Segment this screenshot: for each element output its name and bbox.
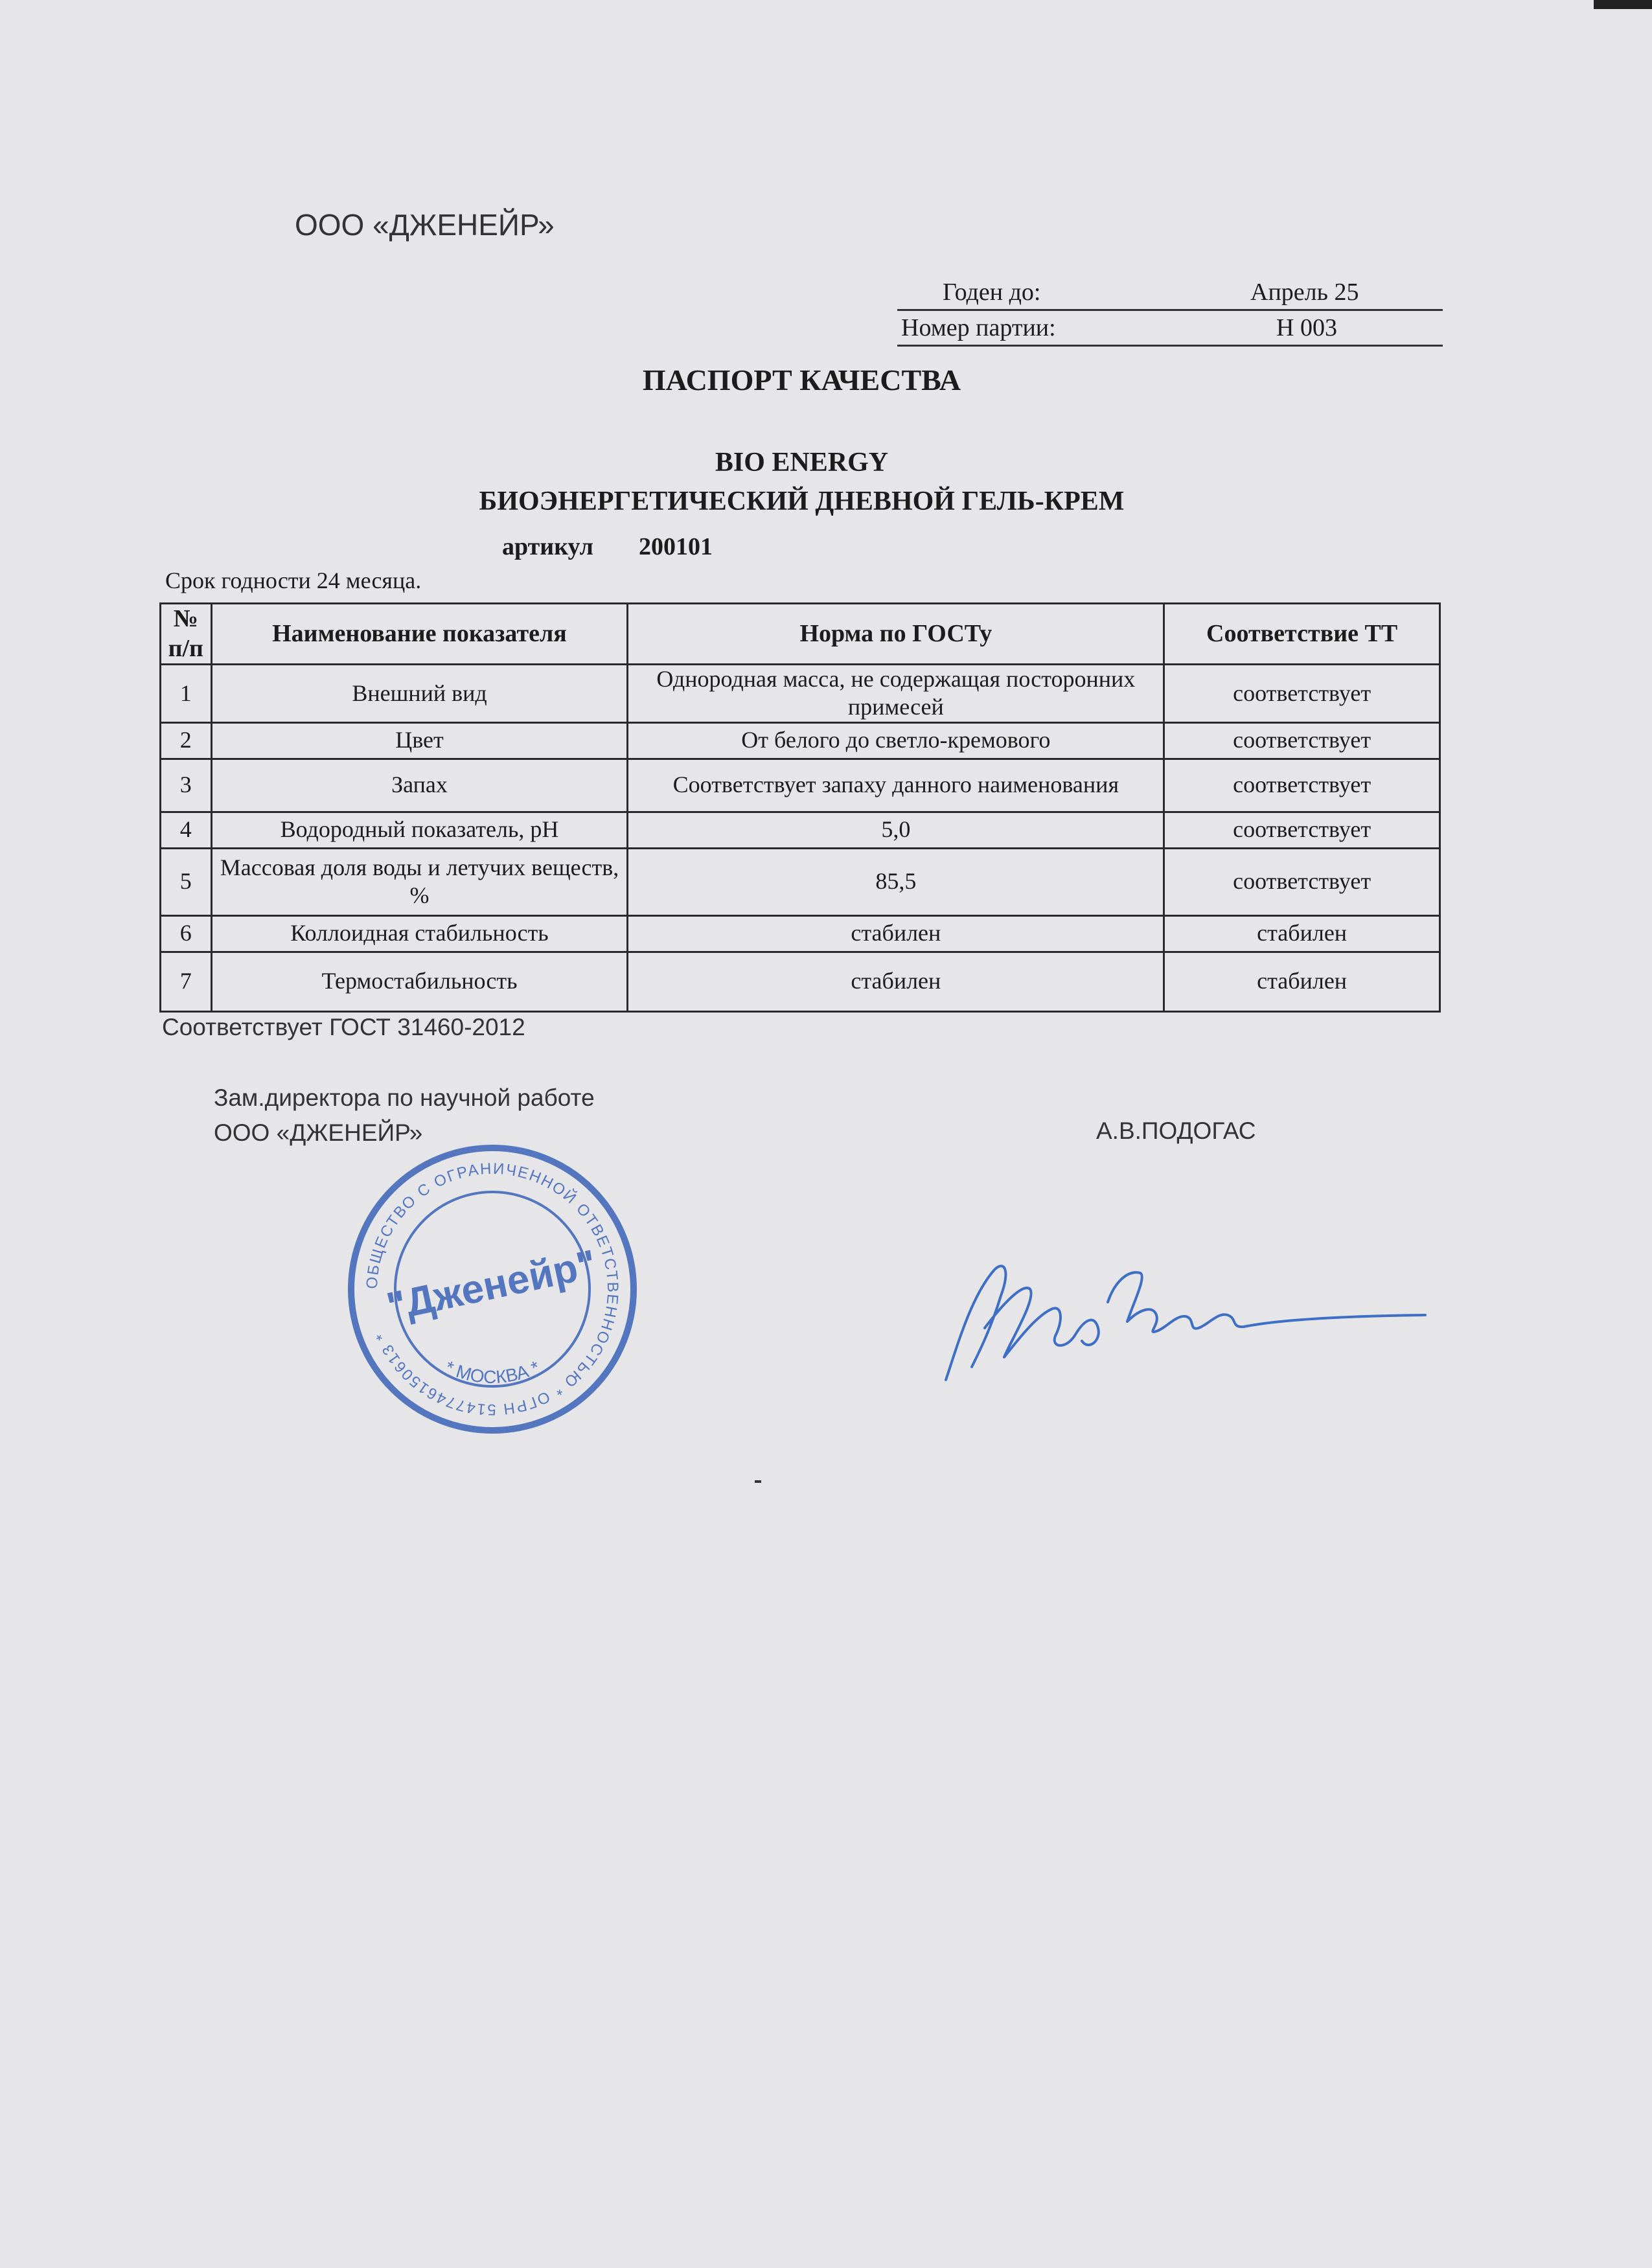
header-compliance: Соответствие ТТ [1164,604,1440,665]
cell-norm: стабилен [628,915,1164,952]
article-value: 200101 [638,533,713,560]
cell-norm: Соответствует запаху данного наименования [628,759,1164,812]
expiry-value: Апрель 25 [1250,279,1359,306]
header-indicator: Наименование показателя [211,604,628,665]
cell-indicator: Внешний вид [211,665,628,722]
cell-norm: От белого до светло-кремового [628,722,1164,759]
signer-position-line: Зам.директора по научной работе [214,1084,595,1111]
cell-compliance: стабилен [1164,952,1440,1011]
product-brand: BIO ENERGY [715,448,889,477]
table-row [161,952,1440,1011]
batch-value: Н 003 [1276,314,1337,341]
cell-number: 6 [161,915,212,952]
company-seal-stamp [337,1140,648,1438]
article-line [502,533,713,561]
cell-indicator: Массовая доля воды и летучих веществ, % [211,848,628,915]
signature-stroke [946,1266,1425,1380]
table-row [161,759,1440,812]
cell-number: 1 [161,665,212,722]
seal-city-textpath: * МОСКВА * [442,1357,543,1388]
cell-number: 2 [161,722,212,759]
cell-indicator: Водородный показатель, pH [211,812,628,848]
article-label: артикул [502,533,593,560]
cell-indicator: Цвет [211,722,628,759]
cell-norm: Однородная масса, не содержащая посторонних примесей [628,665,1164,722]
cell-compliance: соответствует [1164,848,1440,915]
batch-info-block [897,275,1443,347]
cell-indicator: Термостабильность [211,952,628,1011]
scan-corner-mark [1594,0,1652,9]
cell-number: 3 [161,759,212,812]
header-gost-norm: Норма по ГОСТу [628,604,1164,665]
product-name: БИОЭНЕРГЕТИЧЕСКИЙ ДНЕВНОЙ ГЕЛЬ-КРЕМ [479,487,1125,516]
seal-group [351,1148,634,1430]
table-header-row [161,604,1440,665]
signer-name: А.В.ПОДОГАС [1096,1117,1256,1144]
expiry-row [897,275,1443,311]
cell-compliance: соответствует [1164,665,1440,722]
cell-compliance: соответствует [1164,812,1440,848]
signer-company-line: ООО «ДЖЕНЕЙР» [214,1119,423,1146]
table-row [161,665,1440,722]
batch-label: Номер партии: [901,314,1056,341]
stray-mark [755,1480,761,1483]
table-row [161,915,1440,952]
document-title: ПАСПОРТ КАЧЕСТВА [642,363,961,396]
cell-number: 5 [161,848,212,915]
batch-row [897,311,1443,347]
seal-ring-textpath: ОБЩЕСТВО С ОГРАНИЧЕННОЙ ОТВЕТСТВЕННОСТЬЮ * ОГРН 5147746150613 * [363,1160,622,1419]
company-name-header: ООО «ДЖЕНЕЙР» [295,208,555,242]
cell-norm: 85,5 [628,848,1164,915]
cell-norm: 5,0 [628,812,1164,848]
cell-compliance: соответствует [1164,759,1440,812]
shelf-life-note: Срок годности 24 месяца. [165,567,422,593]
header-number: № п/п [161,604,212,665]
handwritten-signature [933,1244,1438,1393]
cell-number: 7 [161,952,212,1011]
cell-norm: стабилен [628,952,1164,1011]
quality-indicators-table [159,602,1441,1013]
table-row [161,722,1440,759]
gost-compliance-note: Соответствует ГОСТ 31460-2012 [162,1014,525,1040]
table-row [161,848,1440,915]
seal-center-text: "Дженейр" [383,1241,601,1330]
cell-indicator: Коллоидная стабильность [211,915,628,952]
seal-city-text [442,1357,543,1388]
table-row [161,812,1440,848]
cell-number: 4 [161,812,212,848]
cell-compliance: соответствует [1164,722,1440,759]
cell-indicator: Запах [211,759,628,812]
expiry-label: Годен до: [943,279,1041,306]
cell-compliance: стабилен [1164,915,1440,952]
